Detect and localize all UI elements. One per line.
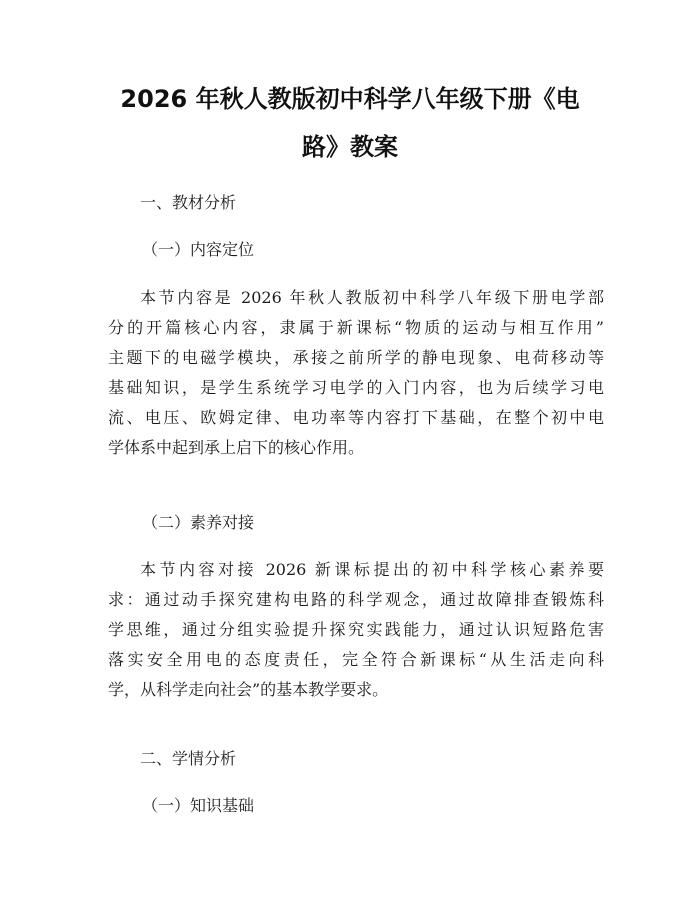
section-heading-textbook-analysis: 一、教材分析 bbox=[140, 193, 237, 212]
paragraph-line: 基础知识，是学生系统学习电学的入门内容，也为后续学习电 bbox=[108, 378, 604, 397]
subsection-heading-content-positioning: （一）内容定位 bbox=[142, 240, 255, 259]
paragraph-line: 主题下的电磁学模块，承接之前所学的静电现象、电荷移动等 bbox=[108, 348, 604, 367]
paragraph-line: 学，从科学走向社会”的基本教学要求。 bbox=[108, 680, 389, 699]
paragraph-line: 分的开篇核心内容，隶属于新课标“物质的运动与相互作用” bbox=[108, 318, 604, 337]
section-heading-learner-analysis: 二、学情分析 bbox=[140, 749, 237, 768]
paragraph-line: 本节内容对接 2026 新课标提出的初中科学核心素养要 bbox=[140, 560, 604, 579]
paragraph-line: 学体系中起到承上启下的核心作用。 bbox=[108, 438, 365, 457]
subsection-heading-knowledge-foundation: （一）知识基础 bbox=[142, 796, 255, 815]
document-title-line-1: 2026 年秋人教版初中科学八年级下册《电 bbox=[120, 85, 580, 113]
document-title-line-2: 路》教案 bbox=[302, 133, 398, 161]
subsection-heading-literacy-alignment: （二）素养对接 bbox=[142, 513, 255, 532]
paragraph-line: 学思维，通过分组实验提升探究实践能力，通过认识短路危害 bbox=[108, 620, 604, 639]
paragraph-content-positioning bbox=[108, 283, 604, 463]
paragraph-line: 求：通过动手探究建构电路的科学观念，通过故障排查锻炼科 bbox=[108, 590, 604, 609]
paragraph-line: 本节内容是 2026 年秋人教版初中科学八年级下册电学部 bbox=[140, 288, 604, 307]
paragraph-line: 流、电压、欧姆定律、电功率等内容打下基础，在整个初中电 bbox=[108, 408, 604, 427]
paragraph-line: 落实安全用电的态度责任，完全符合新课标“从生活走向科 bbox=[108, 650, 604, 669]
paragraph-literacy-alignment bbox=[108, 555, 604, 705]
